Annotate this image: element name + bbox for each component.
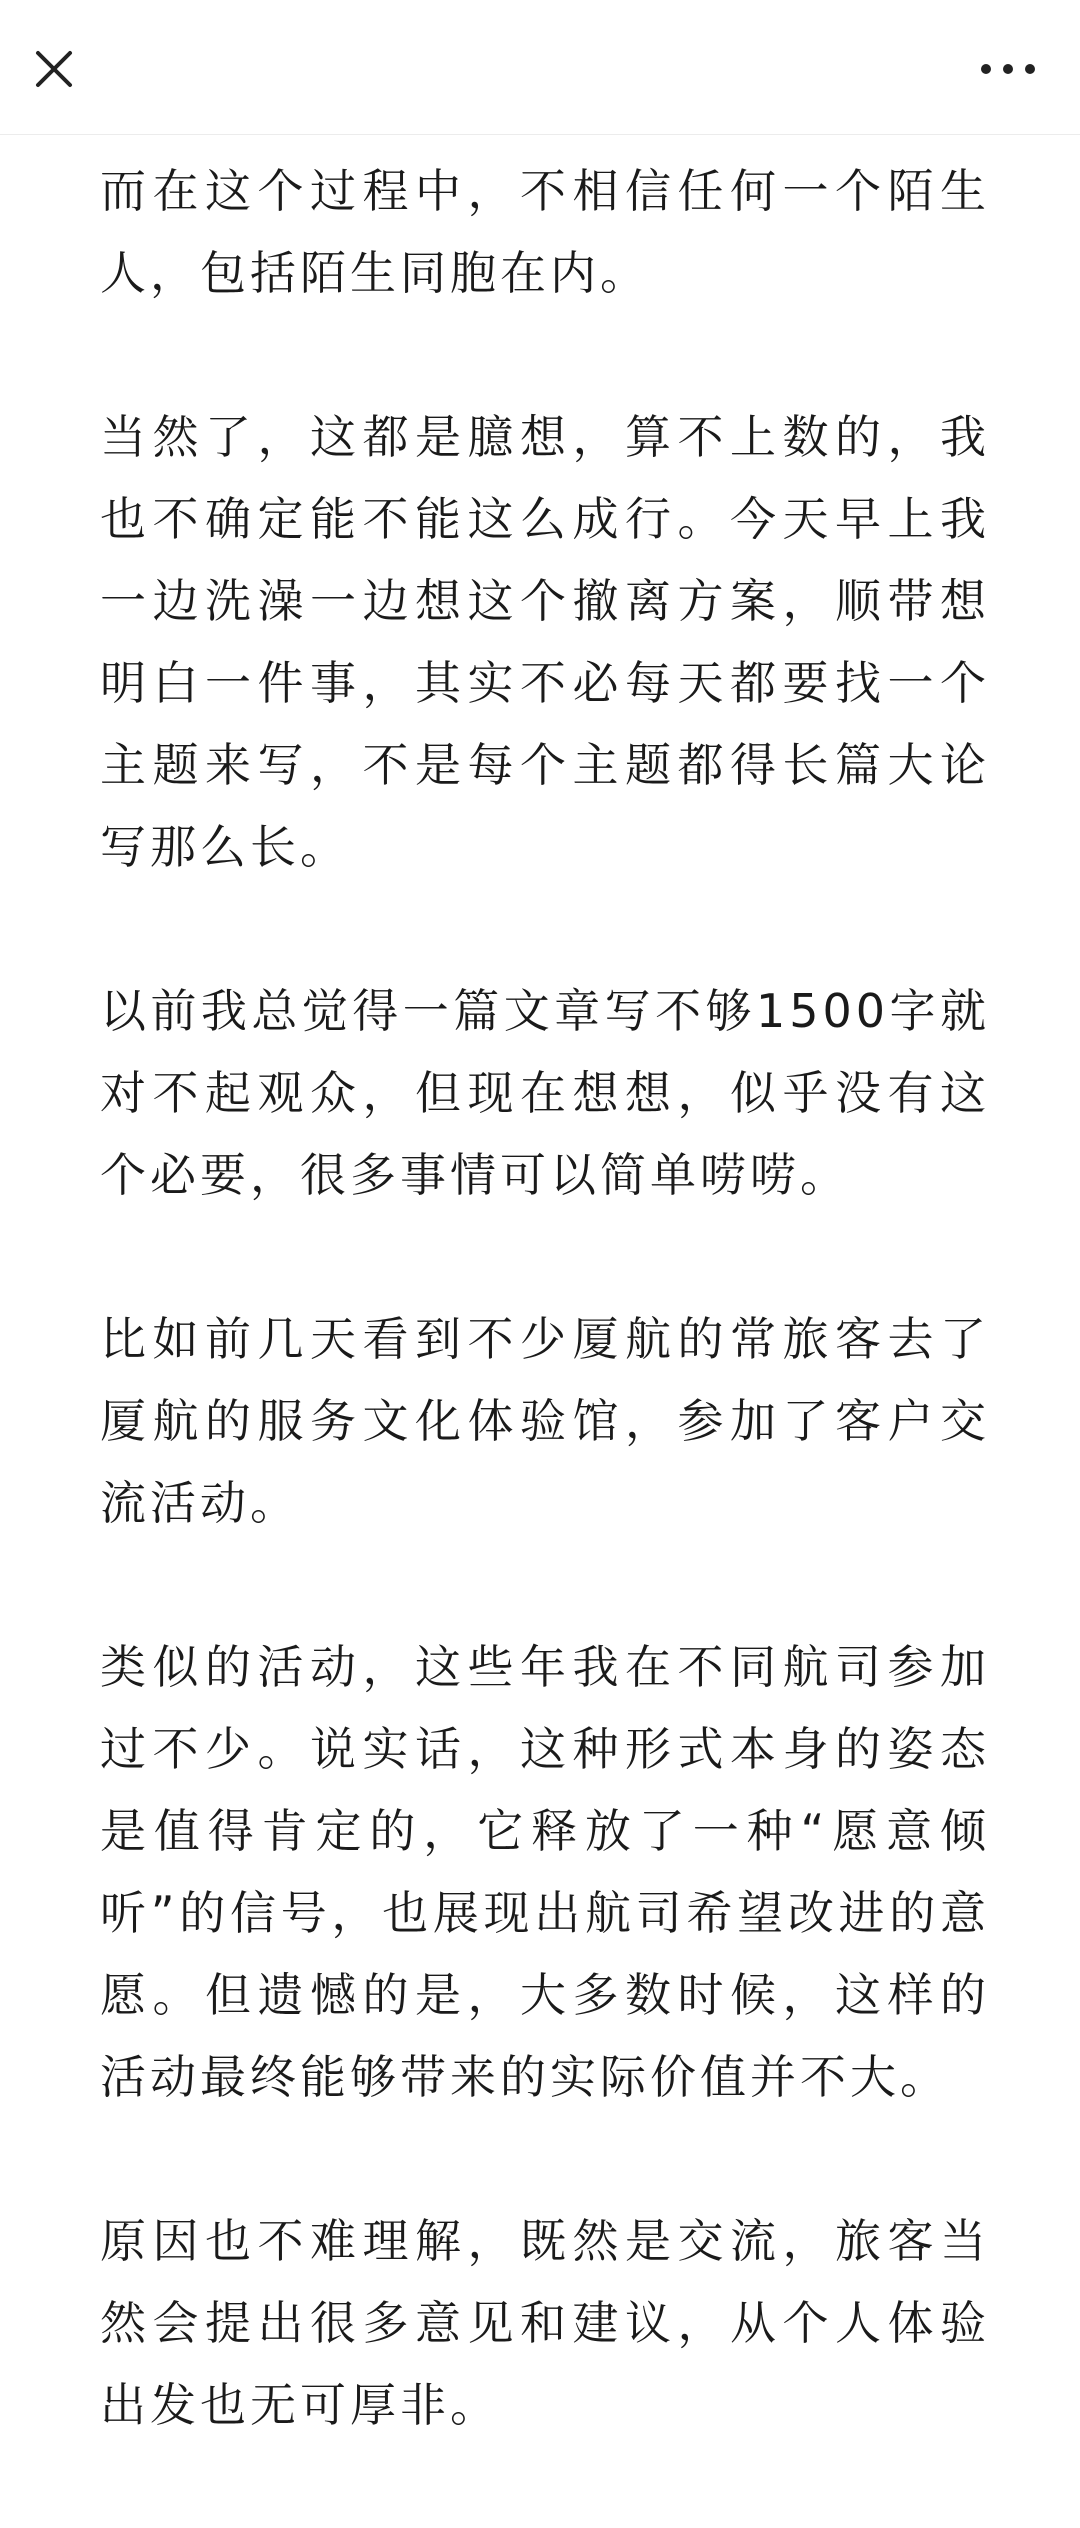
article-paragraph: 以前我总觉得一篇文章写不够1500字就对不起观众，但现在想想，似乎没有这个必要，很多事情可以简单唠唠。 [100, 984, 990, 1202]
more-options-button[interactable] [972, 37, 1044, 101]
close-button[interactable] [22, 37, 86, 101]
article-paragraph: 比如前几天看到不少厦航的常旅客去了厦航的服务文化体验馆，参加了客户交流活动。 [100, 1312, 990, 1530]
top-toolbar [0, 0, 1080, 135]
article-body [100, 150, 990, 2528]
article-paragraph: 而在这个过程中，不相信任何一个陌生人，包括陌生同胞在内。 [100, 164, 990, 300]
article-paragraph: 类似的活动，这些年我在不同航司参加过不少。说实话，这种形式本身的姿态是值得肯定的，它释放了一种“愿意倾听”的信号，也展现出航司希望改进的意愿。但遗憾的是，大多数时候，这样的活动最终能够带来的实际价值并不大。 [100, 1640, 990, 2104]
article-paragraph: 当然了，这都是臆想，算不上数的，我也不确定能不能这么成行。今天早上我一边洗澡一边想这个撤离方案，顺带想明白一件事，其实不必每天都要找一个主题来写，不是每个主题都得长篇大论写那么长。 [100, 410, 990, 874]
article-paragraph: 原因也不难理解，既然是交流，旅客当然会提出很多意见和建议，从个人体验出发也无可厚非。 [100, 2214, 990, 2432]
more-icon [972, 37, 1044, 101]
close-icon [22, 37, 86, 101]
